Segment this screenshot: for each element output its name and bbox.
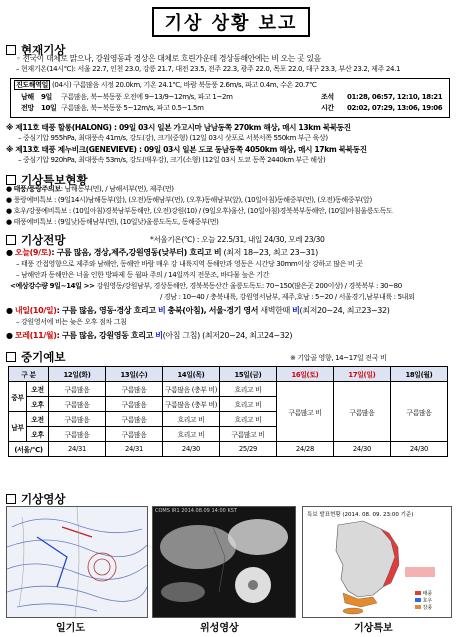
section-images-heading: 기상영상 xyxy=(6,491,65,507)
satellite-graphic xyxy=(153,507,295,617)
special-prewarning-wave: ● 풍랑예비특보 : (9일14시)남해동부(앞), (오전)동해남부(먼), (오후)동해남부(앞), (10일아침)동해중부(먼), (오전)동해중부(앞) xyxy=(6,196,372,204)
marine-forecast-box: 진도해역일 (04시) 구름많음 시정 20.0km, 기온 24.1℃, 바람 북동풍 2.6m/s, 파고 0.4m, 수온 20.7℃ 남해 9일 구름많음, 북~북동풍 오전에 9~13/9~12m/s, 파고 1~2m 전망 10일 구름많음, 북~북동풍 5~12m/s, 파고 0.5~1.5m 조석 01:28, 06:57, 12:10, 18:21 시간 02:02, 07:29, 13:06, 19:06 xyxy=(10,78,450,118)
day-after-outlook: ● 모레(11/월): 구름 많음, 강원영동 흐리고 비(아침 그침) (최저20~24, 최고24~32) xyxy=(6,331,293,340)
table-row: 중부 오전 구름많음 구름많음 구름많음 (충부 비) 흐리고 비 구름많고 비 구름많음 구름많음 xyxy=(9,382,448,397)
alert-map-image xyxy=(302,506,452,618)
caption-weather-chart: 일기도 xyxy=(56,623,85,634)
special-prewarning-rain: ● 호우/강풍예비특보 : (10일아침)경북남부동해안, (오전)강원(10) / (9일오후)울산, (10일아침)경북북부동해안, (10일)아침울릉도독도 xyxy=(6,207,393,215)
today-outlook: ● 오늘(9/토): 구름 많음, 경상,제주,강원영동(낮부터) 흐리고 비 (최저 18~23, 최고 23~31) xyxy=(6,248,318,257)
table-row-seoul: (서울/℃) 24/31 24/31 24/30 25/29 24/28 24/30 24/30 xyxy=(9,442,448,457)
square-bullet-icon xyxy=(6,175,16,185)
square-bullet-icon xyxy=(6,235,16,245)
satellite-timestamp: COMS IR1 2014.08.09 14:00 KST xyxy=(155,508,237,514)
section-current-heading: 현재기상 xyxy=(6,42,65,58)
seoul-temps: *서울기온(℃) : 오늘 22.5/31, 내일 24/30, 모레 23/30 xyxy=(150,235,325,244)
caption-alert-map: 기상특보 xyxy=(354,623,393,634)
tomorrow-outlook: ● 내일(10/일): 구름 많음, 영동·경상 흐리고 비 충북(아침), 서울·경기 영서 새벽한때 비(최저20~24, 최고23~32) xyxy=(6,306,390,315)
section-midterm-heading: 중기예보 xyxy=(6,349,65,365)
table-row: 남부 오전 구름많음 구름많음 흐리고 비 흐리고 비 xyxy=(9,412,448,427)
typhoon-11-title: ※ 제11호 태풍 할롱(HALONG) : 09일 03시 일본 가고시마 남남동쪽 270km 해상, 매시 13km 북북동진 xyxy=(6,123,351,132)
section-special-heading: 기상특보현황 xyxy=(6,172,88,188)
typhoon-13-detail: – 중심기압 920hPa, 최대풍속 53m/s, 강도(매우강), 크기(소형) (12일 03시 도쿄 동쪽 2440km 부근 해상) xyxy=(18,156,326,164)
typhoon-11-detail: – 중심기압 955hPa, 최대풍속 41m/s, 강도(강), 크기(중형) (12일 03시 삿포로 서북서쪽 550km 부근 육상) xyxy=(18,134,328,142)
alert-map-title: 특보 발표현황 (2014. 08. 09. 23:00 기준) xyxy=(307,512,414,518)
section-outlook-heading: 기상전망 xyxy=(6,232,65,248)
table-row: 오후 구름많음 구름많음 흐리고 비 구름많고 비 xyxy=(9,427,448,442)
marine-label: 진도해역일 xyxy=(16,81,49,89)
midterm-forecast-table xyxy=(8,366,448,457)
tide-times-9: 01:28, 06:57, 12:10, 18:21 xyxy=(347,93,443,101)
weather-chart-image xyxy=(6,506,148,618)
satellite-image xyxy=(152,506,296,618)
square-bullet-icon xyxy=(6,45,16,55)
rain-forecast-1: <예상강수량 9일~14일 >> 강원영동/강원남부, 경상동해안, 경북북동산간 울릉도독도: 70~150(많은곳 200이상) / 경북북부 : 30~80 xyxy=(10,282,402,290)
midterm-note: ※ 기압골 영향, 14~17일 전국 비 xyxy=(290,354,387,362)
page-title: 기상 상황 보고 xyxy=(152,7,310,37)
rain-forecast-2: / 경남 : 10~40 / 충북내륙, 강원영서남부, 제주,호남 : 5~20 / 서울경기,남부내륙 : 5내외 xyxy=(160,293,415,301)
square-bullet-icon xyxy=(6,494,16,504)
table-header-row: 구 분 12일(화) 13일(수) 14일(목) 15일(금) 16일(토) 17일(일) 18일(월) xyxy=(9,367,448,382)
special-warning-line: ● 태풍/풍랑주의보: 남해동부(먼), / 남해서부(먼), 제주(먼) xyxy=(6,185,174,193)
square-bullet-icon xyxy=(6,352,16,362)
special-prewarning-typhoon: ● 태풍예비특보 : (9일낮)동해남부(먼), (10일낮)울릉도독도, 동해중부(먼) xyxy=(6,218,219,226)
caption-satellite: 위성영상 xyxy=(200,623,239,634)
tide-times-10: 02:02, 07:29, 13:06, 19:06 xyxy=(347,104,443,112)
table-row: 오후 구름많음 구름많음 구름많음 (충부 비) 흐리고 비 xyxy=(9,397,448,412)
alert-legend: 태풍 호우 강풍 xyxy=(415,591,432,612)
current-temps: – 현재기온(14시℃): 서울 22.7, 인천 23.0, 강릉 21.7, 대전 23.5, 전주 22.3, 광주 22.0, 목포 22.0, 대구 23.3, 부산 23.2, 제주 24.1 xyxy=(16,65,401,73)
weather-chart-graphic xyxy=(7,507,147,617)
typhoon-13-title: ※ 제13호 태풍 제누비크(GENEVIEVE) : 09일 03시 일본 도쿄 동남동쪽 4050km 해상, 매시 17km 북북동진 xyxy=(6,145,367,154)
current-summary: ◦ 전국이 대체로 맑으나, 강원영동과 경상은 대체로 흐린가운데 경상동해안에는 비 오는 곳 있음 xyxy=(16,54,321,63)
